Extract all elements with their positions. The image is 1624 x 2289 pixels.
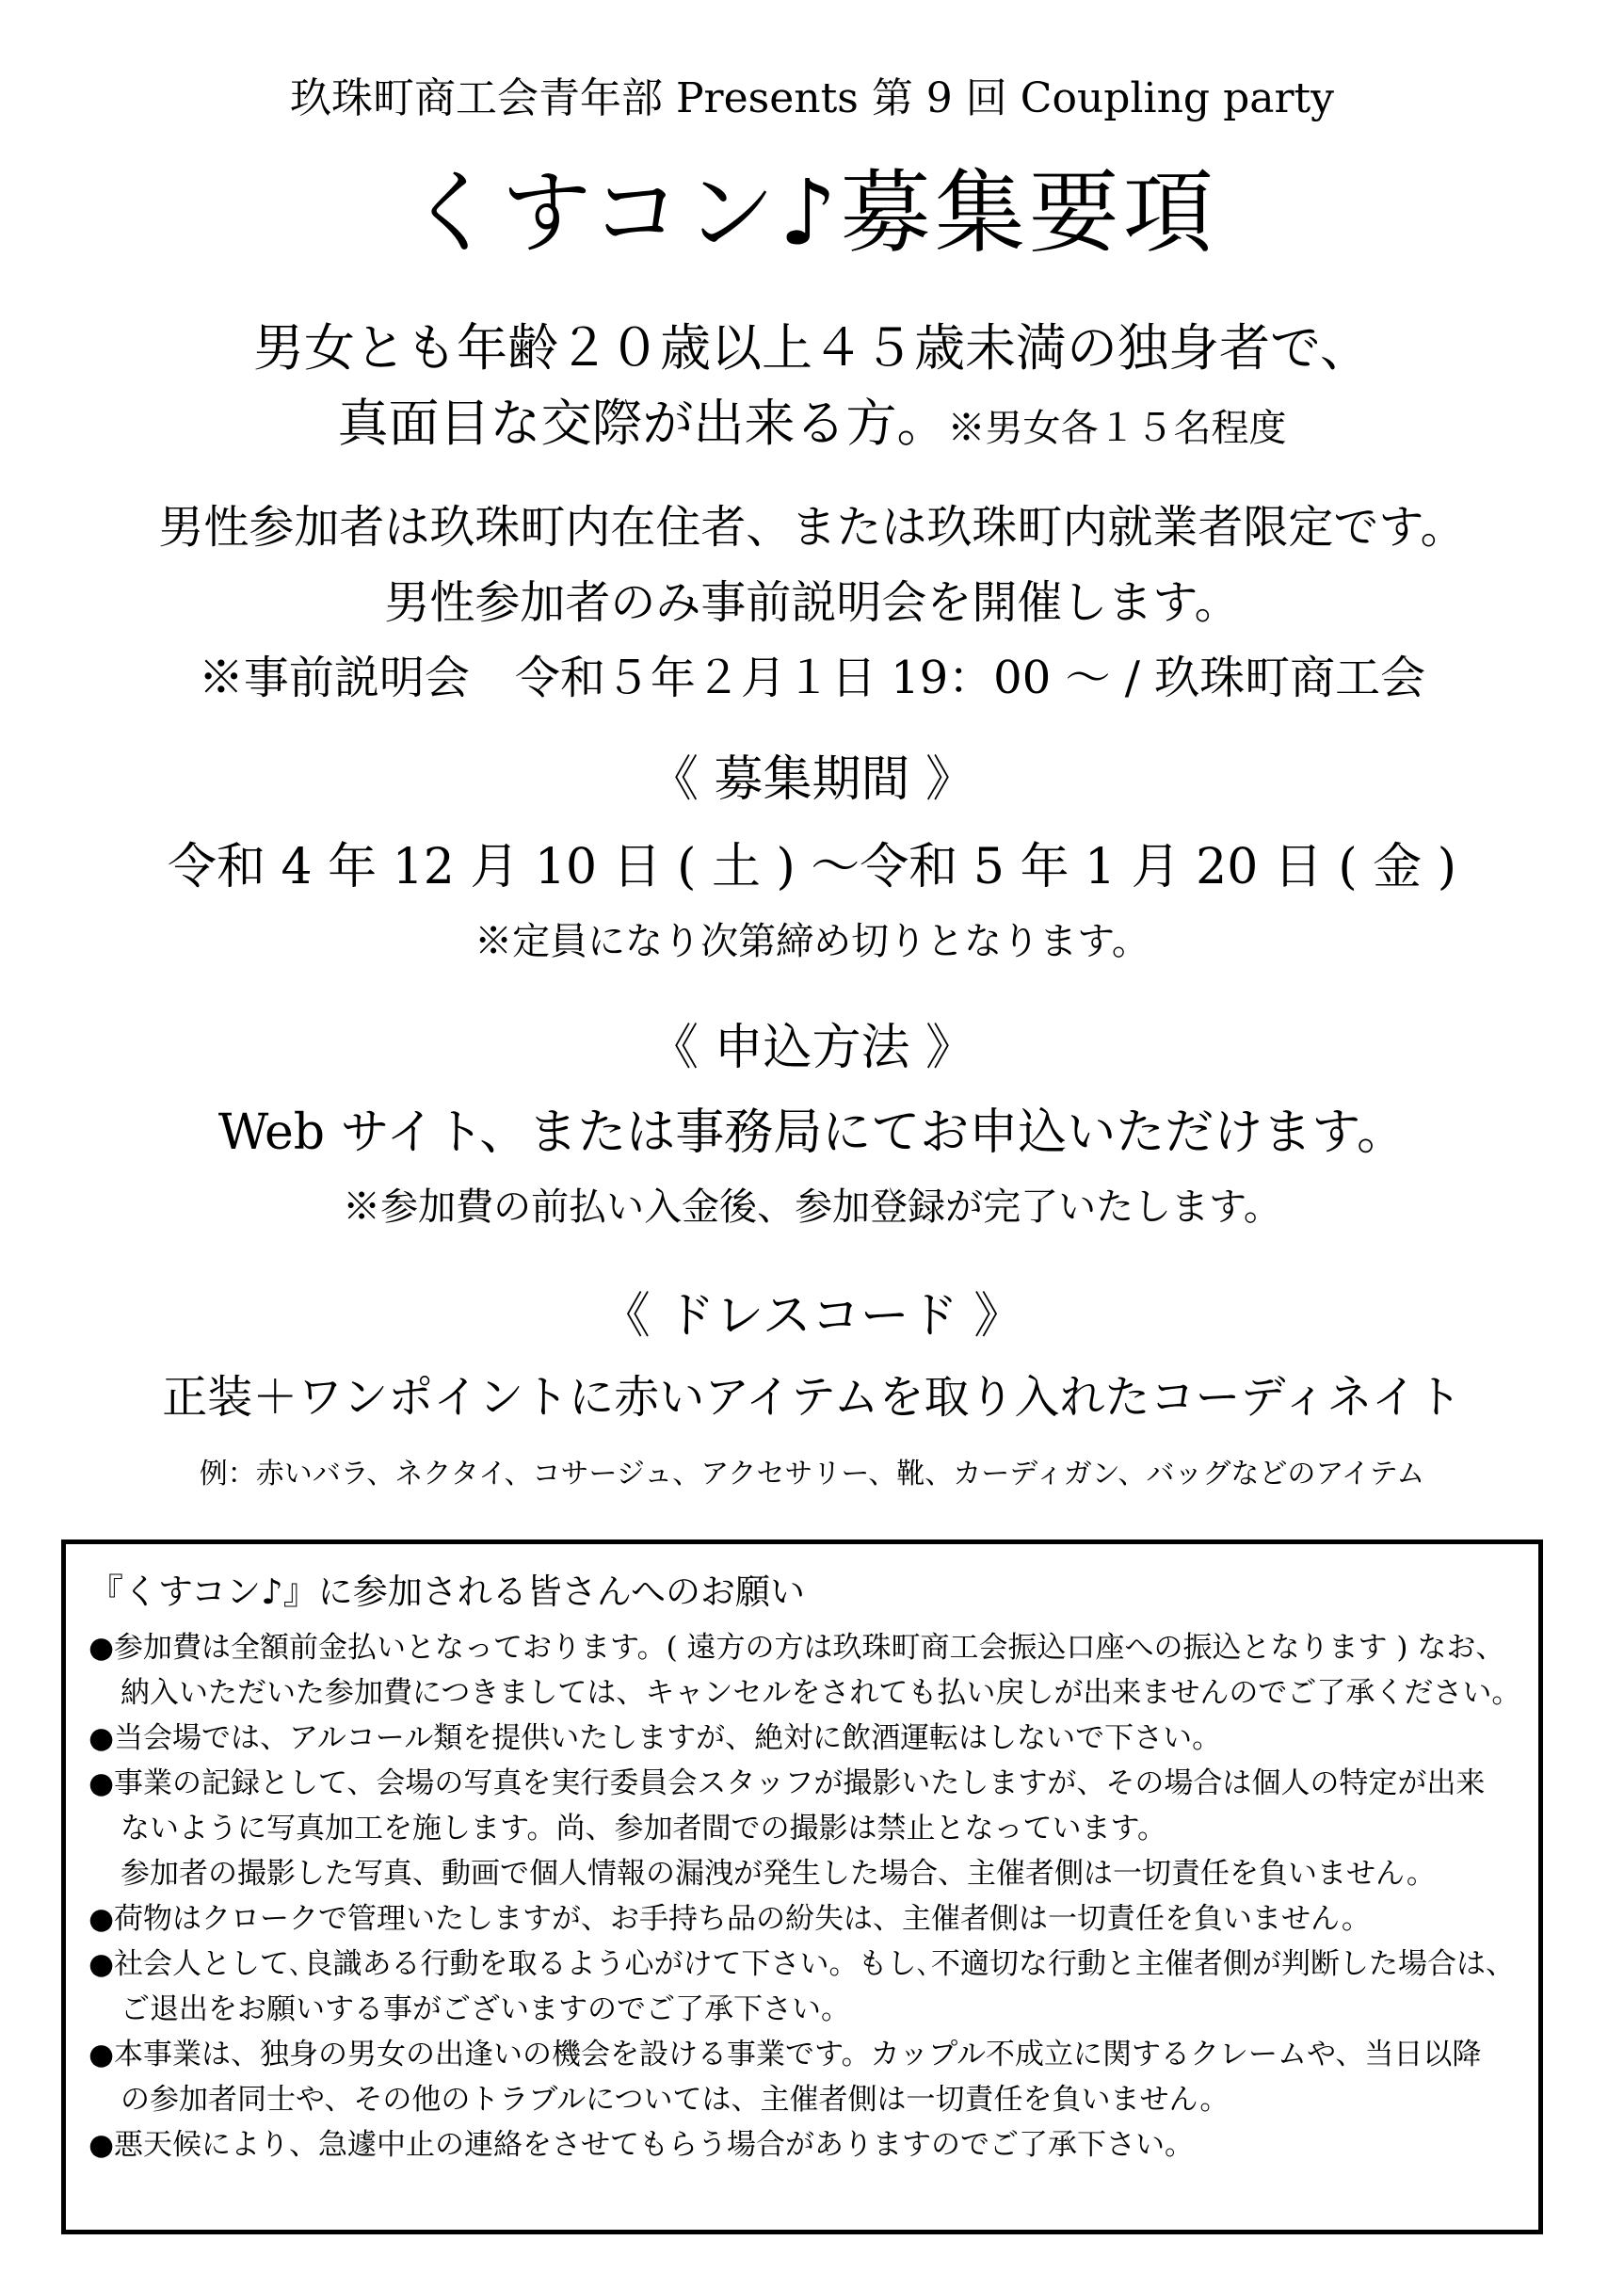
recruitment-period-dates: 令和 4 年 12 月 10 日 ( 土 ) ～令和 5 年 1 月 20 日 ( 金 ) <box>168 839 1456 895</box>
eligibility-line-2-main: 真面目な交際が出来る方。 <box>337 394 948 453</box>
notice-line: ●社会人として､良識ある行動を取るよう心がけて下さい。もし､不適切な行動と主催者側が判断した場合は、 <box>88 1947 1516 1981</box>
notice-item-alcohol <box>88 1716 1516 1761</box>
eligibility-capacity-note: ※男女各１５名程度 <box>947 407 1287 450</box>
notice-line: ●事業の記録として、会場の写真を実行委員会スタッフが撮影いたしますが、その場合は個人の特定が出来 <box>88 1766 1486 1800</box>
male-participants-line-2: 男性参加者のみ事前説明会を開催します。 <box>384 576 1240 629</box>
notice-line: ないように写真加工を施します。尚、参加者間での撮影は禁止となっています。 <box>121 1812 1167 1846</box>
eligibility-section <box>0 311 1624 466</box>
eligibility-line-1: 男女とも年齢２０歳以上４５歳未満の独身者で、 <box>253 318 1371 378</box>
application-method-note: ※参加費の前払い入金後、参加登録が完了いたします。 <box>343 1185 1281 1229</box>
notice-item-luggage <box>88 1896 1516 1942</box>
notice-line: 参加者の撮影した写真、動画で個人情報の漏洩が発生した場合、主催者側は一切責任を負いません。 <box>121 1857 1436 1891</box>
notice-item-payment <box>88 1625 1521 1716</box>
notice-item-weather <box>88 2122 1516 2168</box>
page-title: くすコン♪募集要項 <box>407 160 1217 266</box>
application-method-text: Web サイト、または事務局にてお申込いただけます。 <box>217 1104 1407 1161</box>
notice-title: 『くすコン♪』に参加される皆さんへのお願い <box>88 1572 806 1612</box>
notice-line: ●参加費は全額前金払いとなっております。( 遠方の方は玖珠町商工会振込口座への振込となります ) なお、 <box>88 1631 1505 1665</box>
notice-box <box>61 1539 1543 2234</box>
dress-code-text: 正装＋ワンポイントに赤いアイテムを取り入れたコーディネイト <box>162 1371 1462 1424</box>
notice-line: ●荷物はクロークで管理いたしますが、お手持ち品の紛失は、主催者側は一切責任を負いません。 <box>88 1902 1371 1936</box>
male-participants-line-1: 男性参加者は玖珠町内在住者、または玖珠町内就業者限定です。 <box>158 501 1466 554</box>
recruitment-period-note: ※定員になり次第締め切りとなります。 <box>474 920 1150 963</box>
notice-line: ご退出をお願いする事がございますのでご了承下さい。 <box>121 1992 850 2026</box>
notice-line: の参加者同士や、その他のトラブルについては、主催者側は一切責任を負いません。 <box>121 2083 1230 2117</box>
notice-line: ●本事業は、独身の男女の出逢いの機会を設ける事業です。カップル不成立に関するクレームや、当日以降 <box>88 2038 1482 2071</box>
eligibility-line-2 <box>0 386 1624 466</box>
application-method-heading: 《 申込方法 》 <box>649 1020 975 1076</box>
event-subtitle: 玖珠町商工会青年部 Presents 第 9 回 Coupling party <box>289 74 1335 122</box>
notice-line: 納入いただいた参加費につきましては、キャンセルをされても払い戻しが出来ませんのでご了承ください。 <box>121 1676 1521 1710</box>
notice-item-photography <box>88 1761 1516 1896</box>
recruitment-period-heading: 《 募集期間 》 <box>649 751 975 808</box>
notice-item-conduct <box>88 1942 1516 2032</box>
notice-item-responsibility <box>88 2032 1516 2122</box>
notice-line: ●当会場では、アルコール類を提供いたしますが、絶対に飲酒運転はしないで下さい。 <box>88 1721 1222 1755</box>
briefing-session-note: ※事前説明会 令和５年２月１日 19：00 ～ / 玖珠町商工会 <box>198 652 1426 704</box>
male-participants-section <box>0 490 1624 716</box>
dress-code-heading: 《 ドレスコード 》 <box>601 1288 1023 1345</box>
dress-code-example: 例：赤いバラ、ネクタイ、コサージュ、アクセサリー、靴、カーディガン、バッグなどのアイテム <box>199 1458 1425 1491</box>
notice-line: ●悪天候により、急遽中止の連絡をさせてもらう場合がありますのでご了承下さい。 <box>88 2128 1195 2162</box>
